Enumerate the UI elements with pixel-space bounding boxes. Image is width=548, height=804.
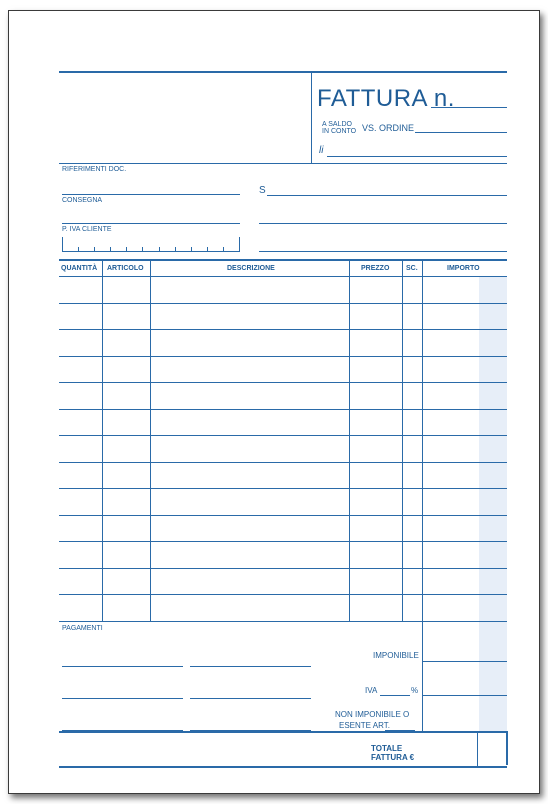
col-divider-4 xyxy=(402,259,403,621)
invoice-form xyxy=(8,10,540,794)
table-top-rule xyxy=(59,259,507,261)
iva-rate-field[interactable] xyxy=(380,695,410,696)
header-bottom-rule xyxy=(59,163,507,164)
col-divider-3 xyxy=(349,259,350,621)
imponibile-label: IMPONIBILE xyxy=(373,651,419,660)
table-header-rule xyxy=(59,276,507,277)
col-prezzo: PREZZO xyxy=(361,265,390,272)
pagamenti-label: PAGAMENTI xyxy=(62,625,103,632)
recipient-line-1[interactable] xyxy=(267,195,507,196)
pagamenti-line-1a[interactable] xyxy=(62,666,183,667)
fattura-euro-label: FATTURA € xyxy=(371,753,415,762)
col-importo: IMPORTO xyxy=(447,265,480,272)
a-saldo-label: A SALDO xyxy=(322,121,352,128)
vs-ordine-label: VS. ORDINE xyxy=(362,123,415,133)
iva-field[interactable] xyxy=(422,695,507,696)
header-divider xyxy=(311,71,312,163)
col-divider-2 xyxy=(150,259,151,621)
recipient-line-3[interactable] xyxy=(259,251,507,252)
form-bottom-rule xyxy=(59,766,507,768)
pagamenti-line-1b[interactable] xyxy=(190,666,311,667)
consegna-label: CONSEGNA xyxy=(62,197,103,204)
date-field[interactable] xyxy=(327,156,507,157)
table-row[interactable] xyxy=(59,594,507,595)
riferimenti-field[interactable] xyxy=(62,194,240,195)
pagamenti-line-2b[interactable] xyxy=(190,698,311,699)
vs-ordine-field[interactable] xyxy=(415,132,507,133)
table-row[interactable] xyxy=(59,541,507,542)
non-imponibile-label: NON IMPONIBILE O xyxy=(335,710,410,719)
col-divider-1 xyxy=(102,259,103,621)
piva-label: P. IVA CLIENTE xyxy=(62,226,112,233)
col-articolo: ARTICOLO xyxy=(107,265,144,272)
table-row[interactable] xyxy=(59,329,507,330)
col-quantita: QUANTITÀ xyxy=(61,265,98,272)
table-row[interactable] xyxy=(59,515,507,516)
table-row[interactable] xyxy=(59,435,507,436)
col-descrizione: DESCRIZIONE xyxy=(227,265,275,272)
pagamenti-line-2a[interactable] xyxy=(62,698,183,699)
table-row[interactable] xyxy=(59,356,507,357)
table-row[interactable] xyxy=(59,303,507,304)
header-top-rule xyxy=(59,71,507,73)
totale-label: TOTALE xyxy=(371,744,403,753)
recipient-line-2[interactable] xyxy=(259,223,507,224)
recipient-prefix: S xyxy=(259,185,266,196)
table-row[interactable] xyxy=(59,568,507,569)
imponibile-field[interactable] xyxy=(422,661,507,662)
consegna-field[interactable] xyxy=(62,223,240,224)
in-conto-label: IN CONTO xyxy=(322,128,357,135)
iva-label: IVA xyxy=(365,686,378,695)
totale-field[interactable] xyxy=(422,731,508,765)
col-sconto: SC. xyxy=(406,265,418,272)
piva-field[interactable] xyxy=(62,237,240,251)
invoice-title: FATTURA n. xyxy=(317,85,455,112)
riferimenti-label: RIFERIMENTI DOC. xyxy=(62,166,127,173)
totals-shade xyxy=(479,621,507,731)
li-label: li xyxy=(319,145,324,156)
table-row[interactable] xyxy=(59,462,507,463)
table-row[interactable] xyxy=(59,409,507,410)
table-row[interactable] xyxy=(59,382,507,383)
iva-percent: % xyxy=(411,686,419,695)
invoice-number-field[interactable] xyxy=(431,107,507,108)
esente-label: ESENTE ART. xyxy=(339,721,390,730)
saldo-label xyxy=(322,121,356,135)
table-row[interactable] xyxy=(59,488,507,489)
table-bottom-rule xyxy=(59,621,507,622)
totale-divider xyxy=(477,731,478,766)
